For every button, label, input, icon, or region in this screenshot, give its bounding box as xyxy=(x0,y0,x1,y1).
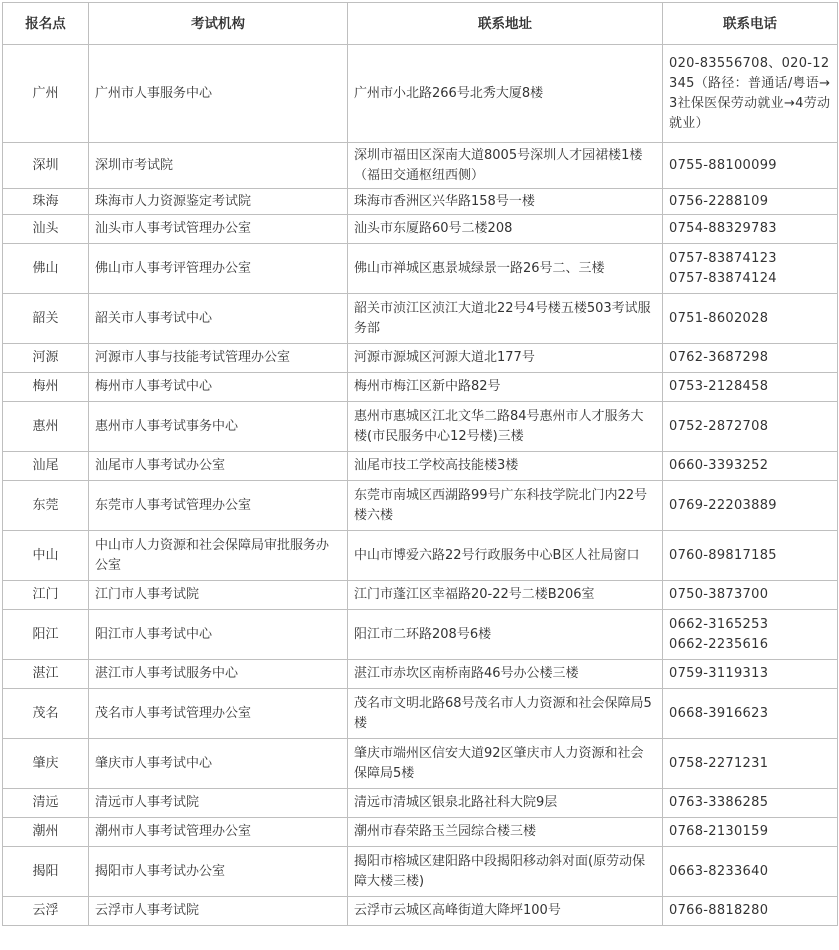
phone-number: 0766-8818280 xyxy=(669,903,769,918)
cell-phone xyxy=(663,294,838,344)
cell-address: 深圳市福田区深南大道8005号深圳人才园裙楼1楼（福田交通枢纽西侧） xyxy=(348,143,663,189)
cell-phone xyxy=(663,739,838,789)
cell-phone xyxy=(663,581,838,610)
table-body xyxy=(3,45,838,926)
cell-agency: 惠州市人事考试事务中心 xyxy=(89,402,348,452)
cell-agency: 汕头市人事考试管理办公室 xyxy=(89,215,348,244)
table-row xyxy=(3,215,838,244)
table-row xyxy=(3,294,838,344)
cell-address: 汕头市东厦路60号二楼208 xyxy=(348,215,663,244)
cell-agency: 梅州市人事考试中心 xyxy=(89,373,348,402)
cell-address: 清远市清城区银泉北路社科大院9层 xyxy=(348,789,663,818)
table-row xyxy=(3,789,838,818)
phone-number: 0762-3687298 xyxy=(669,350,769,365)
header-point: 报名点 xyxy=(3,3,89,45)
cell-phone xyxy=(663,897,838,926)
table-row xyxy=(3,660,838,689)
cell-phone xyxy=(663,689,838,739)
cell-agency: 潮州市人事考试管理办公室 xyxy=(89,818,348,847)
cell-point: 韶关 xyxy=(3,294,89,344)
table-row xyxy=(3,452,838,481)
cell-phone xyxy=(663,531,838,581)
table-row xyxy=(3,402,838,452)
cell-point: 湛江 xyxy=(3,660,89,689)
cell-address: 江门市蓬江区幸福路20-22号二楼B206室 xyxy=(348,581,663,610)
cell-phone xyxy=(663,143,838,189)
cell-address: 揭阳市榕城区建阳路中段揭阳移动斜对面(原劳动保障大楼三楼) xyxy=(348,847,663,897)
phone-number: 0757-83874124 xyxy=(669,270,777,286)
cell-point: 云浮 xyxy=(3,897,89,926)
cell-agency: 深圳市考试院 xyxy=(89,143,348,189)
phone-number: 0769-22203889 xyxy=(669,497,777,513)
cell-address: 云浮市云城区高峰街道大降坪100号 xyxy=(348,897,663,926)
cell-phone xyxy=(663,373,838,402)
phone-number: 0660-3393252 xyxy=(669,458,769,473)
cell-phone xyxy=(663,215,838,244)
cell-address: 茂名市文明北路68号茂名市人力资源和社会保障局5楼 xyxy=(348,689,663,739)
cell-address: 广州市小北路266号北秀大厦8楼 xyxy=(348,45,663,143)
cell-point: 清远 xyxy=(3,789,89,818)
phone-number: 0763-3386285 xyxy=(669,795,769,810)
cell-point: 梅州 xyxy=(3,373,89,402)
cell-address: 河源市源城区河源大道北177号 xyxy=(348,344,663,373)
cell-address: 汕尾市技工学校高技能楼3楼 xyxy=(348,452,663,481)
cell-agency: 湛江市人事考试服务中心 xyxy=(89,660,348,689)
cell-address: 韶关市浈江区浈江大道北22号4号楼五楼503考试服务部 xyxy=(348,294,663,344)
exam-office-table xyxy=(2,2,838,926)
cell-address: 珠海市香洲区兴华路158号一楼 xyxy=(348,189,663,215)
cell-agency: 阳江市人事考试中心 xyxy=(89,610,348,660)
cell-point: 深圳 xyxy=(3,143,89,189)
phone-number: 0668-3916623 xyxy=(669,705,769,721)
cell-phone xyxy=(663,244,838,294)
phone-number: 0754-88329783 xyxy=(669,221,777,236)
table-row xyxy=(3,689,838,739)
cell-point: 河源 xyxy=(3,344,89,373)
phone-number: 0760-89817185 xyxy=(669,547,777,563)
header-address: 联系地址 xyxy=(348,3,663,45)
cell-agency: 揭阳市人事考试办公室 xyxy=(89,847,348,897)
cell-address: 梅州市梅江区新中路82号 xyxy=(348,373,663,402)
cell-agency: 河源市人事与技能考试管理办公室 xyxy=(89,344,348,373)
phone-number: 0663-8233640 xyxy=(669,863,769,879)
cell-point: 汕头 xyxy=(3,215,89,244)
cell-phone xyxy=(663,789,838,818)
phone-number: 0755-88100099 xyxy=(669,157,777,173)
table-row xyxy=(3,344,838,373)
cell-address: 阳江市二环路208号6楼 xyxy=(348,610,663,660)
cell-point: 佛山 xyxy=(3,244,89,294)
cell-point: 珠海 xyxy=(3,189,89,215)
cell-agency: 清远市人事考试院 xyxy=(89,789,348,818)
cell-address: 潮州市春荣路玉兰园综合楼三楼 xyxy=(348,818,663,847)
cell-address: 肇庆市端州区信安大道92区肇庆市人力资源和社会保障局5楼 xyxy=(348,739,663,789)
cell-point: 阳江 xyxy=(3,610,89,660)
cell-point: 揭阳 xyxy=(3,847,89,897)
table-row xyxy=(3,847,838,897)
phone-number: 0750-3873700 xyxy=(669,587,769,602)
cell-point: 中山 xyxy=(3,531,89,581)
cell-address: 东莞市南城区西湖路99号广东科技学院北门内22号楼六楼 xyxy=(348,481,663,531)
phone-number: 0662-2235616 xyxy=(669,636,769,652)
table-row xyxy=(3,373,838,402)
cell-phone xyxy=(663,847,838,897)
table-row xyxy=(3,581,838,610)
cell-address: 惠州市惠城区江北文华二路84号惠州市人才服务大楼(市民服务中心12号楼)三楼 xyxy=(348,402,663,452)
table-row xyxy=(3,531,838,581)
cell-agency: 中山市人力资源和社会保障局审批服务办公室 xyxy=(89,531,348,581)
phone-number: 0757-83874123 xyxy=(669,250,777,266)
cell-agency: 汕尾市人事考试办公室 xyxy=(89,452,348,481)
cell-point: 广州 xyxy=(3,45,89,143)
cell-agency: 广州市人事服务中心 xyxy=(89,45,348,143)
header-phone: 联系电话 xyxy=(663,3,838,45)
cell-phone xyxy=(663,189,838,215)
cell-point: 茂名 xyxy=(3,689,89,739)
cell-point: 江门 xyxy=(3,581,89,610)
cell-agency: 江门市人事考试院 xyxy=(89,581,348,610)
header-agency: 考试机构 xyxy=(89,3,348,45)
phone-number: 0759-3119313 xyxy=(669,666,769,681)
phone-number: 020-83556708、020-12345（路径：普通话/粤语→3社保医保劳动就业→4劳动就业） xyxy=(669,55,831,131)
cell-point: 肇庆 xyxy=(3,739,89,789)
cell-phone xyxy=(663,610,838,660)
table-row xyxy=(3,189,838,215)
phone-number: 0751-8602028 xyxy=(669,310,769,326)
phone-number: 0768-2130159 xyxy=(669,824,769,839)
cell-point: 惠州 xyxy=(3,402,89,452)
phone-number: 0756-2288109 xyxy=(669,193,769,209)
cell-agency: 珠海市人力资源鉴定考试院 xyxy=(89,189,348,215)
cell-agency: 东莞市人事考试管理办公室 xyxy=(89,481,348,531)
cell-phone xyxy=(663,660,838,689)
phone-number: 0662-3165253 xyxy=(669,616,769,632)
cell-phone xyxy=(663,45,838,143)
cell-phone xyxy=(663,344,838,373)
cell-phone xyxy=(663,402,838,452)
table-row xyxy=(3,818,838,847)
phone-number: 0752-2872708 xyxy=(669,418,769,434)
cell-point: 汕尾 xyxy=(3,452,89,481)
table-row xyxy=(3,610,838,660)
table-row xyxy=(3,481,838,531)
cell-agency: 佛山市人事考评管理办公室 xyxy=(89,244,348,294)
phone-number: 0753-2128458 xyxy=(669,379,769,394)
cell-phone xyxy=(663,818,838,847)
phone-number: 0758-2271231 xyxy=(669,755,769,771)
table-row xyxy=(3,244,838,294)
cell-agency: 韶关市人事考试中心 xyxy=(89,294,348,344)
table-row xyxy=(3,739,838,789)
table-header-row xyxy=(3,3,838,45)
cell-agency: 肇庆市人事考试中心 xyxy=(89,739,348,789)
cell-point: 潮州 xyxy=(3,818,89,847)
cell-address: 湛江市赤坎区南桥南路46号办公楼三楼 xyxy=(348,660,663,689)
cell-phone xyxy=(663,481,838,531)
table-row xyxy=(3,897,838,926)
cell-phone xyxy=(663,452,838,481)
cell-agency: 茂名市人事考试管理办公室 xyxy=(89,689,348,739)
cell-address: 中山市博爱六路22号行政服务中心B区人社局窗口 xyxy=(348,531,663,581)
cell-address: 佛山市禅城区惠景城绿景一路26号二、三楼 xyxy=(348,244,663,294)
table-row xyxy=(3,45,838,143)
table-row xyxy=(3,143,838,189)
cell-agency: 云浮市人事考试院 xyxy=(89,897,348,926)
cell-point: 东莞 xyxy=(3,481,89,531)
